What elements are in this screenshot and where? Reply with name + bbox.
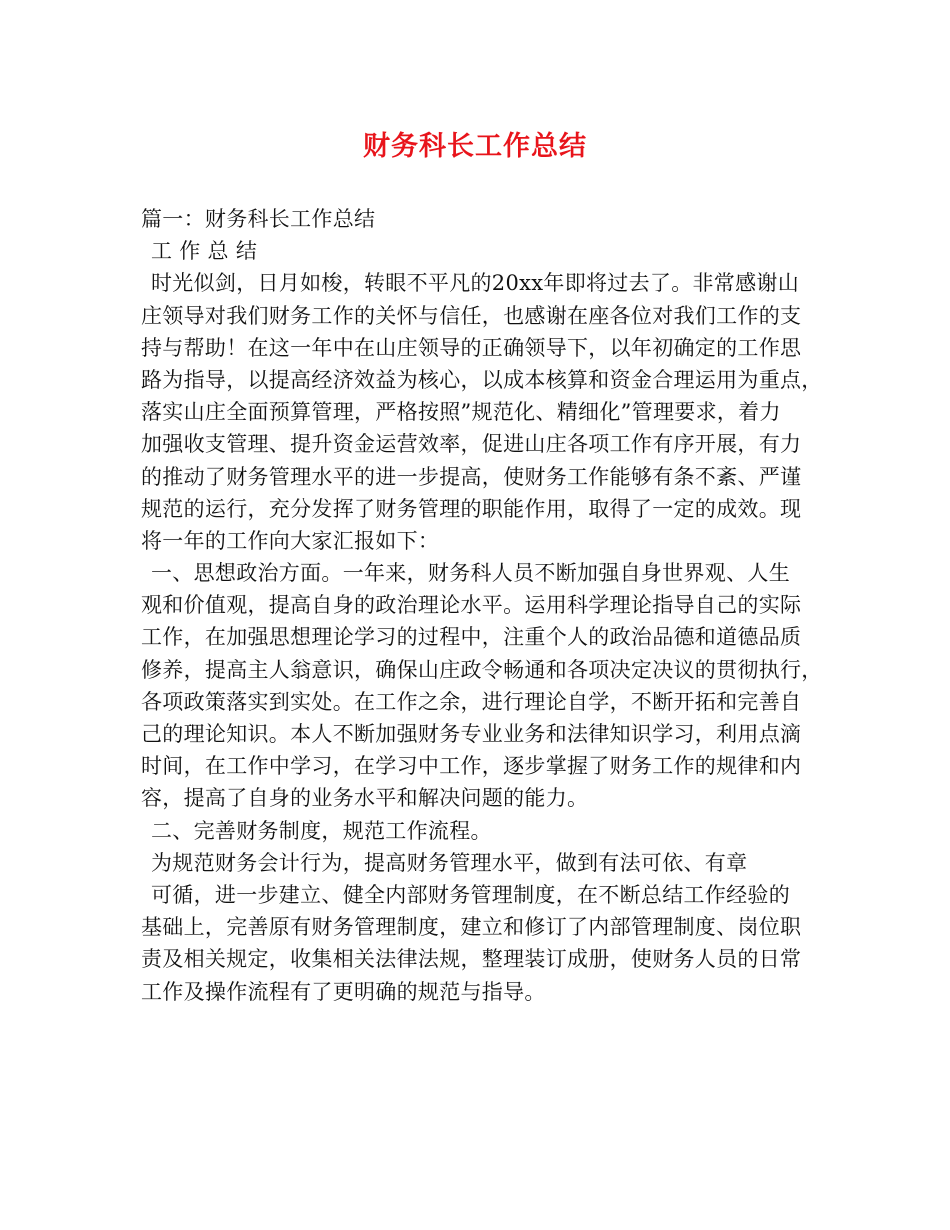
paragraph-line: 容，提高了自身的业务水平和解决问题的能力。	[141, 786, 589, 811]
paragraph-line: 将一年的工作向大家汇报如下：	[141, 528, 440, 553]
paragraph-line: 为规范财务会计行为，提高财务管理水平，做到有法可依、有章	[151, 850, 748, 875]
section-heading: 二、完善财务制度，规范工作流程。	[151, 818, 492, 843]
paragraph-line: 庄领导对我们财务工作的关怀与信任，也感谢在座各位对我们工作的支	[141, 303, 802, 328]
paragraph-line: 修养，提高主人翁意识，确保山庄政令畅通和各项决定决议的贯彻执行，	[141, 657, 823, 682]
paragraph-line: 时光似剑，日月如梭，转眼不平凡的20xx年即将过去了。非常感谢山	[151, 271, 800, 296]
paragraph-line: 一、思想政治方面。一年来，财务科人员不断加强自身世界观、人生	[151, 561, 790, 586]
paragraph-line: 路为指导，以提高经济效益为核心，以成本核算和资金合理运用为重点，	[141, 367, 823, 392]
paragraph-line: 落实山庄全面预算管理，严格按照”规范化、精细化”管理要求，着力	[141, 400, 781, 425]
paragraph-line: 观和价值观，提高自身的政治理论水平。运用科学理论指导自己的实际	[141, 593, 802, 618]
paragraph-line: 工作及操作流程有了更明确的规范与指导。	[141, 979, 546, 1004]
paragraph-line: 可循，进一步建立、健全内部财务管理制度，在不断总结工作经验的	[151, 882, 790, 907]
paragraph-line: 己的理论知识。本人不断加强财务专业业务和法律知识学习，利用点滴	[141, 722, 802, 746]
paragraph-line: 规范的运行，充分发挥了财务管理的职能作用，取得了一定的成效。现	[141, 496, 802, 521]
paragraph-line: 各项政策落实到实处。在工作之余，进行理论自学，不断开拓和完善自	[141, 689, 802, 714]
section-heading: 篇一：财务科长工作总结	[141, 207, 376, 231]
document-title: 财务科长工作总结	[363, 131, 587, 162]
paragraph-line: 基础上，完善原有财务管理制度，建立和修订了内部管理制度、岗位职	[141, 915, 802, 940]
paragraph-line: 持与帮助！在这一年中在山庄领导的正确领导下，以年初确定的工作思	[141, 335, 802, 360]
paragraph-line: 工作，在加强思想理论学习的过程中，注重个人的政治品德和道德品质	[141, 625, 802, 650]
subheading: 工 作 总 结	[151, 239, 258, 264]
paragraph-line: 责及相关规定，收集相关法律法规，整理装订成册，使财务人员的日常	[141, 947, 802, 972]
paragraph-line: 的推动了财务管理水平的进一步提高，使财务工作能够有条不紊、严谨	[141, 464, 802, 489]
paragraph-line: 加强收支管理、提升资金运营效率，促进山庄各项工作有序开展，有力	[141, 432, 802, 457]
document-body	[141, 203, 831, 1008]
paragraph-line: 时间，在工作中学习，在学习中工作，逐步掌握了财务工作的规律和内	[141, 754, 802, 779]
